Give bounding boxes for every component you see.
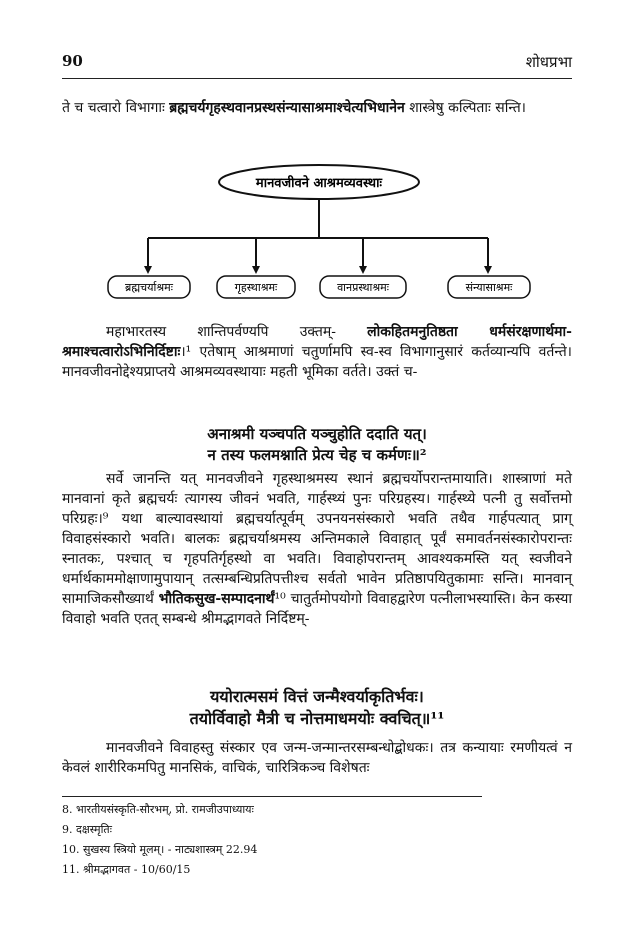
para1-text: महाभारतस्य शान्तिपर्वण्यपि उक्तम्-: [106, 324, 368, 340]
node-label-4: संन्यासाश्रमः: [465, 281, 513, 294]
footnote-8: 8. भारतीयसंस्कृति-सौरभम्, प्रो. रामजीउपाध्यायः: [62, 803, 254, 816]
footnote-rule: [62, 796, 482, 797]
paragraph-mahabharata: [62, 322, 572, 382]
para2-text: सर्वे जानन्ति यत् मानवजीवने गृहस्थाश्रमस्य स्थानं ब्रह्मचर्योपरान्तमायाति। शास्त्राणां मते मानवानां कृते ब्रह्मचर्यः त्यागस्य जीवनं भवति, गार्हस्थ्यं पुनः परिग्रहस्य। गार्हस्थ्ये पत्नी तु सर्वोत्तमो परिग्रहः।⁹ यथा बाल्यावस्थायां ब्रह्मचर्यात्पूर्वम् उपनयनसंस्कारो भवति तथैव गार्हपत्यात् प्राग् विवाहसंस्कारो भवति। बालकः ब्रह्मचर्याश्रमस्य अन्तिमकाले विवाहात् पूर्वं समावर्तनसंस्कारोपरान्तः स्नातकः, पश्चात् च गृहपतिर्गृहस्थो वा भवति। विवाहोपरान्तम् आवश्यकमस्ति यत् स्वजीवने धर्मार्थकाममोक्षाणामुपायान् तत्सम्बन्धिप्रतिपत्तीश्च सर्वतो भावेन प्रतिष्ठापयितुकामाः सन्ति। मानवान् सामाजिकसौख्यार्थं: [62, 471, 572, 607]
para1-rest: ।¹ एतेषाम् आश्रमाणां चतुर्णामपि स्व-स्व विभागानुसारं कर्तव्यान्यपि वर्तन्ते। मानवजीवनोद्देश्यप्राप्तये आश्रमव्यवस्थायाः महती भूमिका वर्तते। उक्तं च-: [62, 344, 572, 380]
node-label-1: ब्रह्मचर्याश्रमः: [125, 281, 173, 294]
arrow-1: [144, 266, 152, 274]
intro-bold: ब्रह्मचर्यगृहस्थवानप्रस्थसंन्यासाश्रमाश्चेत्यभिधानेन: [169, 100, 405, 116]
verse-2-line-2: तयोर्विवाहो मैत्री च नोत्तमाधमयोः क्वचित्॥¹¹: [189, 709, 445, 728]
footnote-10: 10. सुखस्य स्त्रियो मूलम्। - नाट्यशास्त्रम् 22.94: [62, 843, 258, 856]
arrow-3: [359, 266, 367, 274]
page-header: [62, 52, 572, 76]
arrow-4: [484, 266, 492, 274]
para2-bold: भौतिकसुख-सम्पादनार्थं: [158, 591, 275, 607]
para1-bold: लोकहितमनुतिष्ठता धर्मसंरक्षणार्थमा-श्रमाश्चत्वारोऽभिनिर्दिष्टाः: [62, 324, 572, 360]
verse-1-line-2: न तस्य फलमश्नाति प्रेत्य चेह च कर्मणः॥²: [207, 446, 427, 464]
para3-text: मानवजीवने विवाहस्तु संस्कार एव जन्म-जन्मान्तरसम्बन्धोद्बोधकः। तत्र कन्यायाः रमणीयत्वं न केवलं शारीरिकमपितु मानसिकं, वाचिकं, चारित्रिकञ्च विशेषतः: [62, 740, 572, 776]
intro-text-2: शास्त्रेषु कल्पिताः सन्ति।: [404, 100, 526, 116]
verse-2: [62, 686, 572, 730]
root-label: मानवजीवने आश्रमव्यवस्थाः: [255, 176, 383, 191]
intro-text: ते च चत्वारो विभागाः: [62, 100, 170, 116]
ashrama-diagram: [60, 158, 572, 308]
running-title: शोधप्रभा: [525, 53, 572, 71]
verse-1-line-1: अनाश्रमी यञ्चपति यञ्चुहोति ददाति यत्।: [207, 425, 427, 443]
node-label-3: वानप्रस्थाश्रमः: [337, 281, 389, 294]
verse-2-line-1: ययोरात्मसमं वित्तं जन्मैश्वर्याकृतिर्भवः।: [210, 687, 424, 706]
arrow-2: [252, 266, 260, 274]
intro-paragraph: [62, 98, 572, 118]
footnote-11: 11. श्रीमद्भागवत - 10/60/15: [62, 863, 191, 876]
header-rule: [62, 78, 572, 79]
paragraph-grihastha: [62, 469, 572, 629]
para2-rest: ¹⁰ चातुर्तमोपयोगो विवाहद्वारेण पत्नीलाभस्यास्ति। केन कस्या विवाहो भवति एतत् सम्बन्धे श्रीमद्भागवते निर्दिष्टम्-: [62, 591, 572, 627]
footnote-9: 9. दक्षस्मृतिः: [62, 823, 112, 836]
verse-1: [62, 424, 572, 466]
paragraph-vivaha: [62, 738, 572, 778]
page-number: 90: [62, 52, 83, 70]
node-label-2: गृहस्थाश्रमः: [234, 281, 278, 294]
